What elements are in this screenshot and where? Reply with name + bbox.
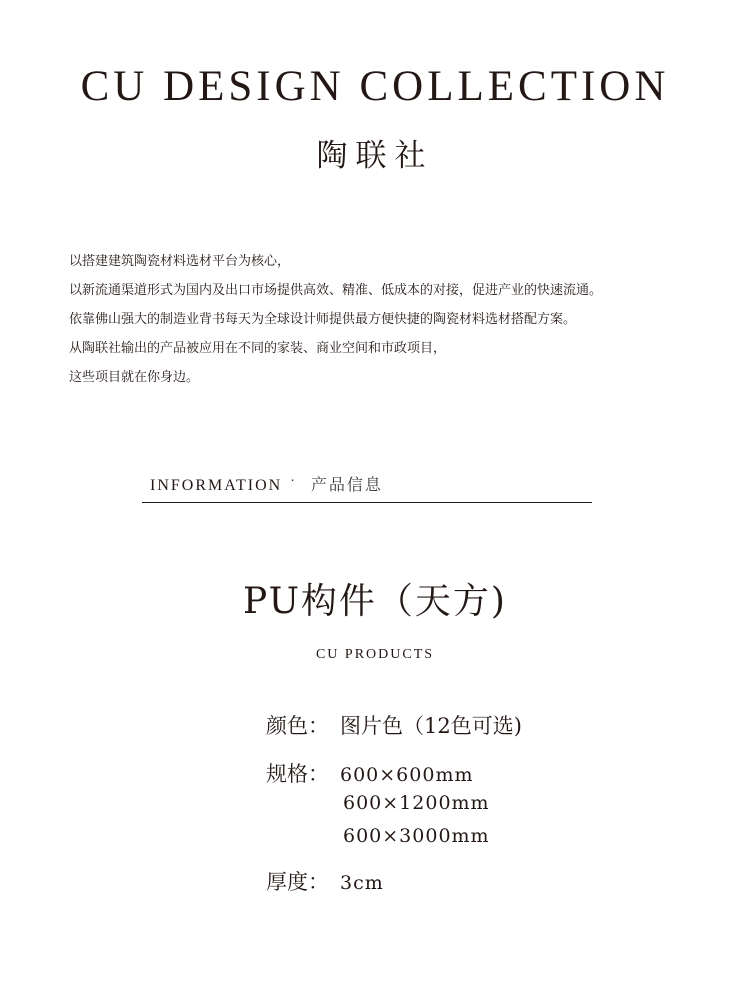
spec-color [266,710,522,740]
information-divider [142,502,592,503]
spec-color-value: 图片色（12色可选) [340,714,522,738]
product-subtitle: CU PRODUCTS [315,647,435,662]
spec-size [266,758,473,788]
brand-title-cn: 陶联社 [316,138,434,174]
spec-size-value: 600×3000mm [343,825,490,847]
spec-thickness [266,866,384,896]
information-label-en: INFORMATION [150,477,283,494]
intro-line: 以搭建建筑陶瓷材料选材平台为核心， [69,254,291,269]
information-dot: · [290,474,297,489]
spec-thickness-value: 3cm [340,872,384,894]
intro-line: 这些项目就在你身边。 [69,370,200,385]
intro-line: 以新流通渠道形式为国内及出口市场提供高效、精准、低成本的对接，促进产业的快速流通。 [69,283,603,298]
brand-title-en: CU DESIGN COLLECTION [80,63,670,110]
intro-line: 从陶联社输出的产品被应用在不同的家装、商业空间和市政项目， [69,341,447,356]
product-title: PU构件（天方) [243,581,507,622]
spec-size-value: 600×600mm [340,764,474,786]
information-label-cn: 产品信息 [310,475,383,494]
spec-size-label: 规格： [266,762,329,786]
intro-text [69,247,602,392]
information-heading [150,472,383,495]
spec-thickness-label: 厚度： [266,870,329,894]
spec-color-label: 颜色： [266,714,329,738]
intro-line: 依靠佛山强大的制造业背书每天为全球设计师提供最方便快捷的陶瓷材料选材搭配方案。 [69,312,577,327]
spec-size-value: 600×1200mm [343,792,490,814]
